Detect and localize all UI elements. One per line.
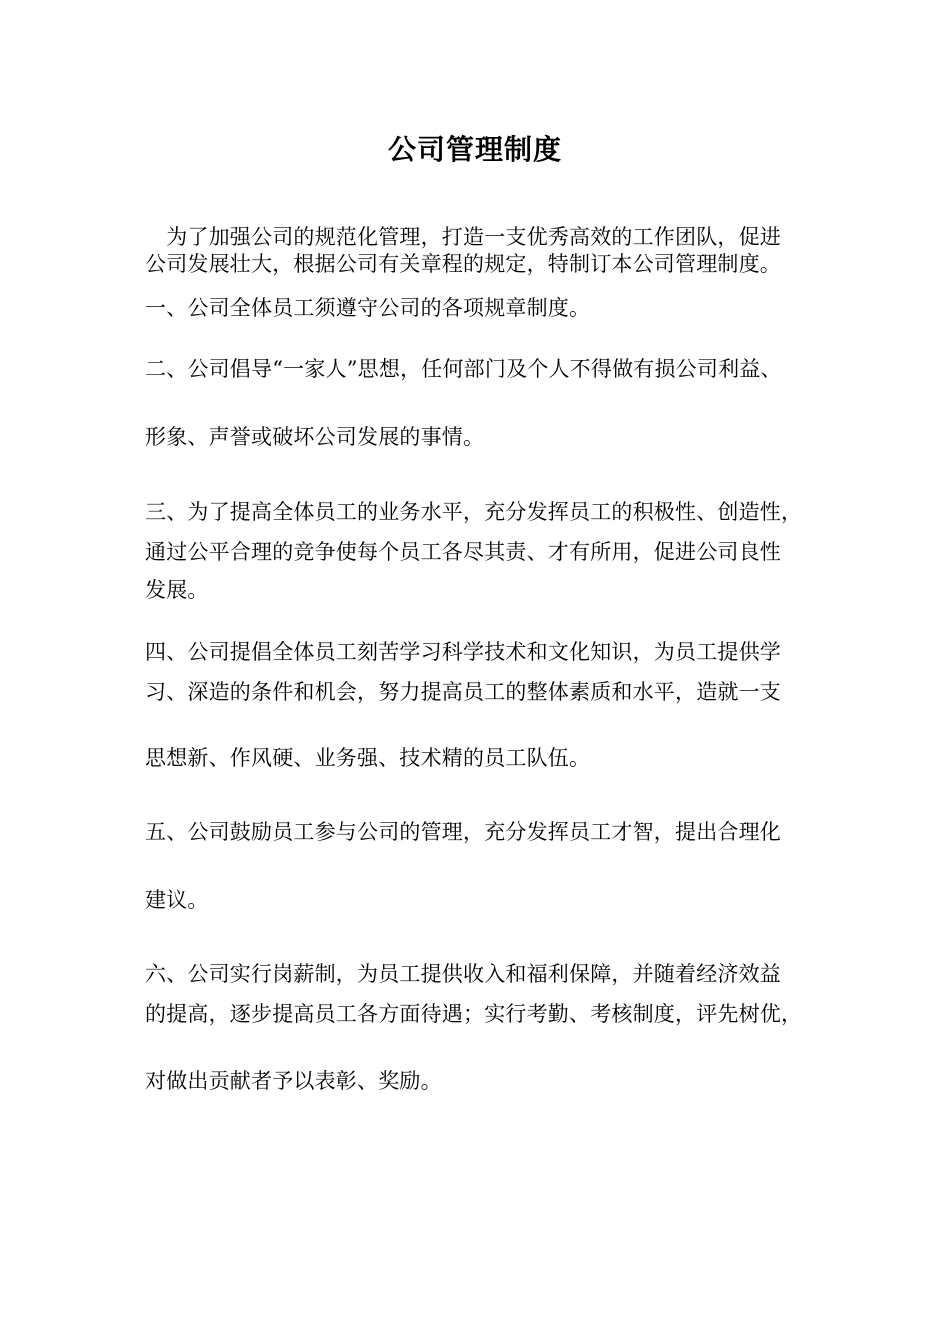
intro-line-2: 公司发展壮大，根据公司有关章程的规定，特制订本公司管理制度。	[145, 252, 781, 276]
rule-4-line-3: 思想新、作风硬、业务强、技术精的员工队伍。	[145, 746, 591, 770]
document-title: 公司管理制度	[387, 133, 562, 166]
rule-3-line-2: 通过公平合理的竞争使每个员工各尽其责、才有所用，促进公司良性	[145, 540, 781, 564]
rule-3-line-3: 发展。	[145, 578, 209, 602]
intro-line-1: 为了加强公司的规范化管理，打造一支优秀高效的工作团队，促进	[145, 225, 781, 249]
rule-4-line-2: 习、深造的条件和机会，努力提高员工的整体素质和水平，造就一支	[145, 680, 781, 704]
rule-5-line-2: 建议。	[145, 888, 209, 912]
rule-2-line-1: 二、公司倡导“一家人”思想，任何部门及个人不得做有损公司利益、	[145, 357, 782, 381]
rule-6-line-2: 的提高，逐步提高员工各方面待遇；实行考勤、考核制度，评先树优，	[145, 1002, 803, 1026]
rule-6-line-1: 六、公司实行岗薪制，为员工提供收入和福利保障，并随着经济效益	[145, 962, 781, 986]
rule-1-line-1: 一、公司全体员工须遵守公司的各项规章制度。	[145, 296, 591, 320]
rule-2-line-2: 形象、声誉或破坏公司发展的事情。	[145, 425, 485, 449]
rule-4-line-1: 四、公司提倡全体员工刻苦学习科学技术和文化知识，为员工提供学	[145, 640, 781, 664]
rule-6-line-3: 对做出贡献者予以表彰、奖励。	[145, 1069, 442, 1093]
rule-3-line-1: 三、为了提高全体员工的业务水平，充分发挥员工的积极性、创造性，	[145, 500, 803, 524]
rule-5-line-1: 五、公司鼓励员工参与公司的管理，充分发挥员工才智，提出合理化	[145, 820, 781, 844]
